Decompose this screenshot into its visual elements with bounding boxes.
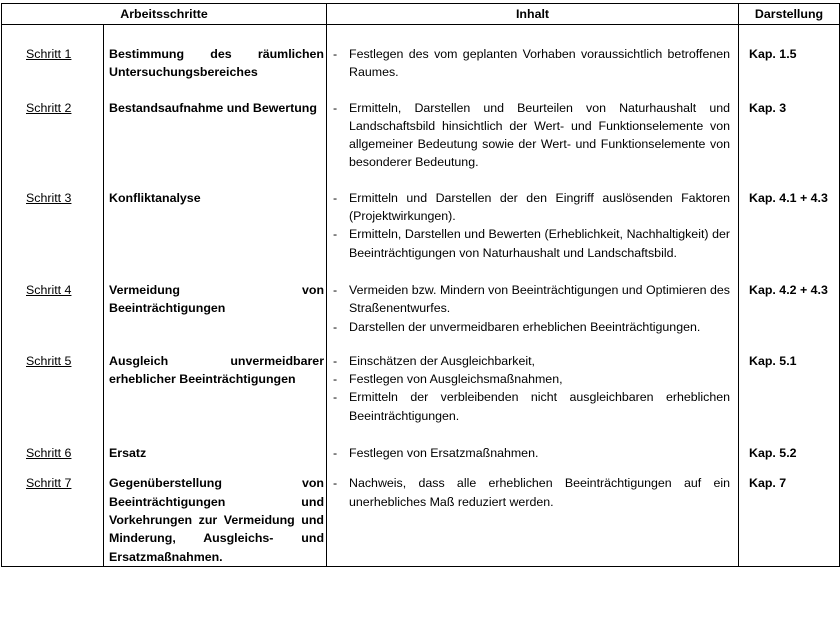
content-list-item [333, 352, 730, 370]
table-row [2, 444, 840, 474]
content-list [333, 189, 730, 262]
dash-bullet-icon: - [333, 353, 338, 368]
dash-bullet-icon: - [333, 319, 338, 334]
table-header-row [2, 4, 840, 25]
dash-bullet-icon: - [333, 47, 338, 61]
step-title: Ausgleich unvermeidbarer erheblicher Beeinträchtigungen [109, 353, 325, 387]
chapter-cell [739, 99, 840, 189]
chapter-cell [739, 352, 840, 444]
chapter-reference: Kap. 5.2 [749, 446, 797, 461]
content-list-item [333, 45, 730, 82]
dash-bullet-icon: - [333, 227, 338, 242]
content-list-item [333, 444, 730, 462]
content-text: Festlegen des vom geplanten Vorhaben voraussichtlich betroffenen Raumes. [349, 47, 731, 80]
content-cell [327, 281, 739, 352]
content-list-item [333, 225, 730, 262]
content-text: Ermitteln, Darstellen und Bewerten (Erheblichkeit, Nachhaltigkeit) der Beeinträchtigungen von Naturhaushalt und Landschaftsbild. [349, 227, 731, 260]
step-cell [2, 281, 104, 352]
chapter-reference: Kap. 4.2 + 4.3 [749, 282, 828, 297]
chapter-reference: Kap. 1.5 [749, 47, 797, 61]
content-list [333, 444, 730, 462]
content-cell [327, 45, 739, 99]
content-cell [327, 474, 739, 566]
step-cell [2, 474, 104, 566]
chapter-reference: Kap. 3 [749, 100, 787, 115]
step-cell [2, 189, 104, 281]
table-row [2, 352, 840, 444]
content-list [333, 474, 730, 511]
table-row [2, 474, 840, 566]
content-list [333, 45, 730, 82]
dash-bullet-icon: - [333, 476, 338, 491]
step-title-cell [104, 352, 327, 444]
step-title: Vermeidung von Beeinträchtigungen [109, 282, 325, 316]
content-cell [327, 189, 739, 281]
dash-bullet-icon: - [333, 282, 338, 297]
content-list-item [333, 318, 730, 336]
spacer-row [2, 25, 840, 46]
table-row [2, 189, 840, 281]
content-list [333, 99, 730, 172]
content-text: Ermitteln, Darstellen und Beurteilen von Naturhaushalt und Landschaftsbild hinsichtlich der Wert- und Funktionselemente von allgemeiner Bedeutung sowie der Wert- und Funktionselemente von besonderer Bedeutung. [349, 100, 731, 170]
content-list [333, 352, 730, 425]
step-title: Ersatz [109, 446, 147, 461]
dash-bullet-icon: - [333, 390, 338, 405]
content-cell [327, 444, 739, 474]
step-title: Konfliktanalyse [109, 190, 201, 205]
content-list-item [333, 370, 730, 388]
step-label: Schritt 7 [26, 476, 72, 491]
header-steps: Arbeitsschritte [2, 4, 327, 25]
step-title: Bestandsaufnahme und Bewertung [109, 100, 317, 115]
table-row [2, 99, 840, 189]
step-cell [2, 45, 104, 99]
chapter-reference: Kap. 5.1 [749, 353, 797, 368]
dash-bullet-icon: - [333, 372, 338, 387]
step-label: Schritt 3 [26, 190, 72, 205]
content-text: Ermitteln und Darstellen der den Eingriff auslösenden Faktoren (Projektwirkungen). [349, 190, 731, 224]
step-label: Schritt 2 [26, 100, 72, 115]
step-title-cell [104, 45, 327, 99]
content-text: Einschätzen der Ausgleichbarkeit, [349, 353, 535, 368]
content-cell [327, 352, 739, 444]
header-content: Inhalt [327, 4, 739, 25]
table-row [2, 45, 840, 99]
content-list-item [333, 281, 730, 318]
content-list [333, 281, 730, 336]
content-text: Darstellen der unvermeidbaren erheblichen Beeinträchtigungen. [349, 319, 701, 334]
step-label: Schritt 6 [26, 446, 72, 461]
step-title-cell [104, 99, 327, 189]
chapter-cell [739, 474, 840, 566]
chapter-cell [739, 444, 840, 474]
content-list-item [333, 189, 730, 226]
content-text: Nachweis, dass alle erheblichen Beeinträchtigungen auf ein unerhebliches Maß reduziert werden. [349, 476, 731, 509]
step-title-cell [104, 444, 327, 474]
chapter-cell [739, 45, 840, 99]
step-title: Bestimmung des räumlichen Untersuchungsbereiches [109, 47, 325, 80]
content-cell [327, 99, 739, 189]
content-text: Vermeiden bzw. Mindern von Beeinträchtigungen und Optimieren des Straßenentwurfes. [349, 282, 731, 316]
chapter-reference: Kap. 4.1 + 4.3 [749, 190, 828, 205]
step-cell [2, 99, 104, 189]
dash-bullet-icon: - [333, 190, 338, 205]
table-body [2, 25, 840, 567]
step-label: Schritt 4 [26, 282, 72, 297]
chapter-cell [739, 189, 840, 281]
work-steps-table [1, 3, 840, 567]
step-cell [2, 444, 104, 474]
table-row [2, 281, 840, 352]
dash-bullet-icon: - [333, 446, 338, 461]
dash-bullet-icon: - [333, 100, 338, 115]
content-list-item [333, 474, 730, 511]
content-list-item [333, 388, 730, 425]
content-text: Ermitteln der verbleibenden nicht ausgleichbaren erheblichen Beeinträchtigungen. [349, 390, 731, 423]
content-list-item [333, 99, 730, 172]
step-title-cell [104, 281, 327, 352]
step-label: Schritt 5 [26, 353, 72, 368]
content-text: Festlegen von Ausgleichsmaßnahmen, [349, 372, 563, 387]
step-label: Schritt 1 [26, 47, 72, 61]
content-text: Festlegen von Ersatzmaßnahmen. [349, 446, 539, 461]
step-title-cell [104, 189, 327, 281]
step-title: Gegenüberstellung von Beeinträchtigungen und Vorkehrungen zur Vermeidung und Minderung, Ausgleichs- und Ersatzmaßnahmen. [109, 476, 325, 564]
header-presentation: Darstellung [739, 4, 840, 25]
step-cell [2, 352, 104, 444]
step-title-cell [104, 474, 327, 566]
chapter-cell [739, 281, 840, 352]
chapter-reference: Kap. 7 [749, 476, 787, 491]
